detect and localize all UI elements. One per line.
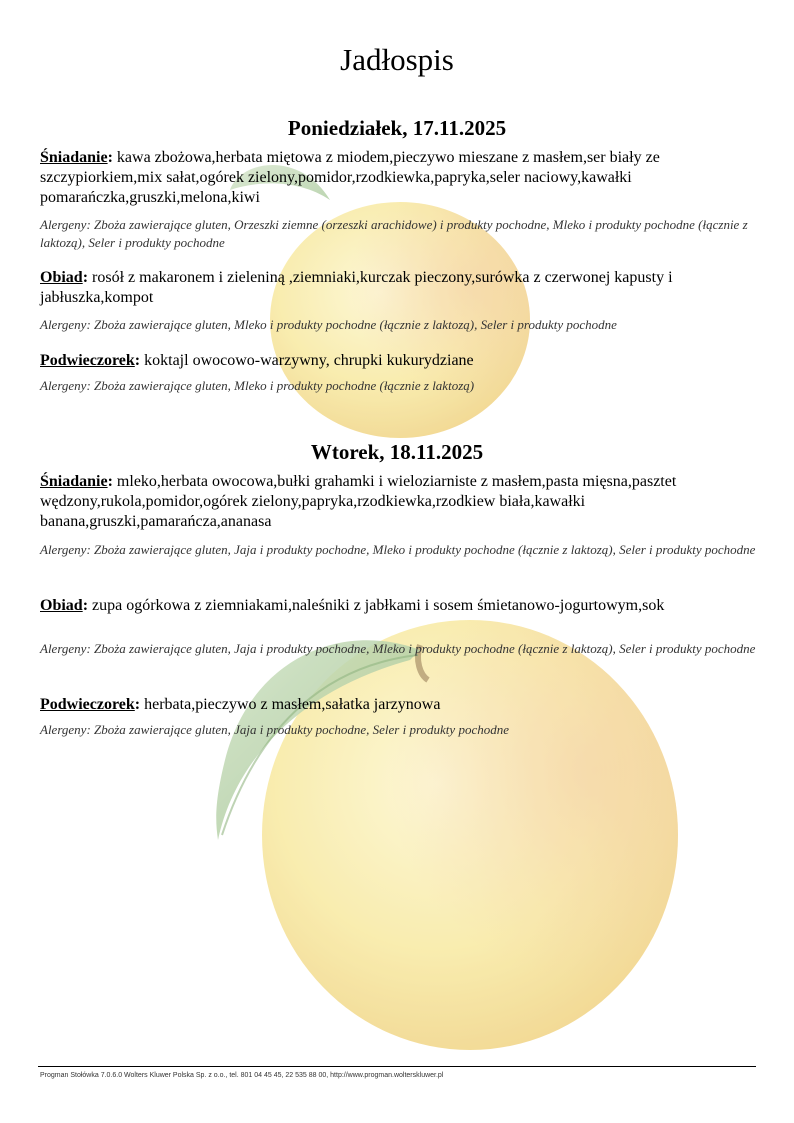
allergens-breakfast-tuesday: Alergeny: Zboża zawierające gluten, Jaja i produkty pochodne, Mleko i produkty pochodne (łącznie z laktozą), Seler i produkty pochodne bbox=[40, 542, 756, 557]
meal-label: Śniadanie bbox=[40, 149, 108, 166]
day-heading-monday: Poniedziałek, 17.11.2025 bbox=[287, 116, 507, 140]
meal-dishes: kawa zbożowa,herbata miętowa z miodem,pieczywo mieszane z masłem,ser biały ze szczypiorkiem,mix sałat,ogórek zielony,pomidor,rzodkiewka,papryka,seler naciowy,kawałki pomarańczka,gruszki,melona,kiwi bbox=[40, 149, 660, 206]
meal-dishes: mleko,herbata owocowa,bułki grahamki i wieloziarniste z masłem,pasta mięsna,pasztet wędzony,rukola,pomidor,ogórek zielony,papryka,rzodkiewka,rzodkiew biała,kawałki banana,gruszki,pamarańcza,ananasa bbox=[40, 473, 677, 530]
meal-label: Śniadanie bbox=[40, 473, 108, 490]
page-title: Jadłospis bbox=[340, 42, 454, 77]
meal-dishes: koktajl owocowo-warzywny, chrupki kukurydziane bbox=[144, 352, 474, 369]
day-heading-tuesday: Wtorek, 18.11.2025 bbox=[310, 440, 484, 464]
footer-credits: Progman Stołówka 7.0.6.0 Wolters Kluwer Polska Sp. z o.o., tel. 801 04 45 45, 22 535 88 00, http://www.progman.wolterskluwer.pl bbox=[40, 1072, 444, 1079]
meal-label: Obiad bbox=[40, 597, 83, 614]
meal-breakfast-monday: Śniadanie: kawa zbożowa,herbata miętowa z miodem,pieczywo mieszane z masłem,ser biały ze szczypiorkiem,mix sałat,ogórek zielony,pomidor,rzodkiewka,papryka,seler naciowy,kawałki pomarańczka,gruszki,melona,kiwi bbox=[40, 149, 660, 206]
meal-dishes: zupa ogórkowa z ziemniakami,naleśniki z jabłkami i sosem śmietanowo-jogurtowym,sok bbox=[92, 597, 665, 614]
meal-snack-tuesday: Podwieczorek: herbata,pieczywo z masłem,sałatka jarzynowa bbox=[40, 696, 441, 713]
meal-label: Podwieczorek bbox=[40, 352, 135, 369]
meal-snack-monday: Podwieczorek: koktajl owocowo-warzywny, chrupki kukurydziane bbox=[40, 352, 474, 369]
meal-lunch-monday: Obiad: rosół z makaronem i zieleniną ,ziemniaki,kurczak pieczony,surówka z czerwonej kapusty i jabłuszka,kompot bbox=[40, 269, 673, 306]
meal-lunch-tuesday: Obiad: zupa ogórkowa z ziemniakami,naleśniki z jabłkami i sosem śmietanowo-jogurtowym,sok bbox=[40, 597, 665, 614]
footer-divider bbox=[38, 1066, 756, 1067]
allergens-snack-tuesday: Alergeny: Zboża zawierające gluten, Jaja i produkty pochodne, Seler i produkty pochodne bbox=[40, 722, 509, 737]
meal-dishes: herbata,pieczywo z masłem,sałatka jarzynowa bbox=[144, 696, 441, 713]
allergens-snack-monday: Alergeny: Zboża zawierające gluten, Mleko i produkty pochodne (łącznie z laktozą) bbox=[40, 378, 475, 393]
meal-label: Podwieczorek bbox=[40, 696, 135, 713]
meal-dishes: rosół z makaronem i zieleniną ,ziemniaki,kurczak pieczony,surówka z czerwonej kapusty i jabłuszka,kompot bbox=[40, 269, 673, 306]
allergens-lunch-tuesday: Alergeny: Zboża zawierające gluten, Jaja i produkty pochodne, Mleko i produkty pochodne (łącznie z laktozą), Seler i produkty pochodne bbox=[40, 641, 756, 656]
allergens-breakfast-monday: Alergeny: Zboża zawierające gluten, Orzeszki ziemne (orzeszki arachidowe) i produkty pochodne, Mleko i produkty pochodne (łącznie z laktozą), Seler i produkty pochodne bbox=[40, 217, 748, 250]
allergens-lunch-monday: Alergeny: Zboża zawierające gluten, Mleko i produkty pochodne (łącznie z laktozą), Seler i produkty pochodne bbox=[40, 317, 617, 332]
meal-label: Obiad bbox=[40, 269, 83, 286]
meal-breakfast-tuesday: Śniadanie: mleko,herbata owocowa,bułki grahamki i wieloziarniste z masłem,pasta mięsna,pasztet wędzony,rukola,pomidor,ogórek zielony,papryka,rzodkiewka,rzodkiew biała,kawałki banana,gruszki,pamarańcza,ananasa bbox=[40, 473, 677, 530]
peach-bottom-icon bbox=[216, 620, 678, 1050]
